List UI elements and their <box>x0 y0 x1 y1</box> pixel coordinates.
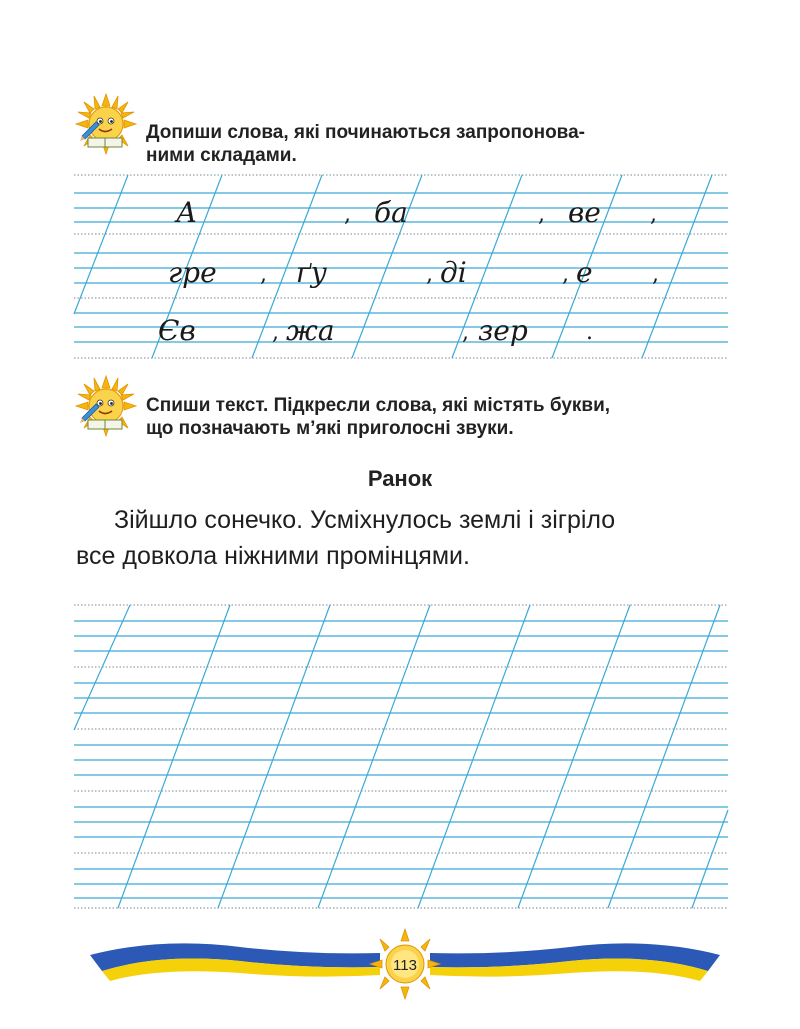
sunflower-pencil-icon <box>74 374 138 438</box>
text-body <box>76 502 736 574</box>
task2-instruction <box>146 394 610 440</box>
cursive-comma: , <box>426 262 433 287</box>
cursive-word: ґу <box>296 256 328 289</box>
cursive-comma: , <box>272 320 279 345</box>
cursive-word: ве <box>568 196 601 229</box>
cursive-word: ді <box>440 256 467 289</box>
cursive-comma: , <box>650 202 657 227</box>
text-line1: Зійшло сонечко. Усміхнулось землі і зігріло <box>114 506 616 534</box>
cursive-word: жа <box>286 314 335 347</box>
cursive-word: гре <box>168 256 217 289</box>
task1-line1: Допиши слова, які починаються запропонова- <box>146 122 585 143</box>
cursive-comma: , <box>462 320 469 345</box>
cursive-comma: , <box>538 202 545 227</box>
cursive-comma: , <box>344 202 351 227</box>
cursive-period: . <box>586 320 593 345</box>
task2-line1: Спиши текст. Підкресли слова, які містять букви, <box>146 395 611 416</box>
task2-line2: що позначають м’які приголосні звуки. <box>146 418 514 439</box>
cursive-comma: , <box>562 262 569 287</box>
task1-line2: ними складами. <box>146 145 297 166</box>
handwriting-row-2 <box>168 256 659 289</box>
handwriting-grid-2 <box>0 590 800 920</box>
cursive-comma: , <box>652 262 659 287</box>
text-line2: все довкола ніжними промінцями. <box>76 542 470 570</box>
page-number: 113 <box>393 957 417 974</box>
handwriting-grid-1 <box>0 0 800 370</box>
cursive-word: ба <box>374 196 408 229</box>
handwriting-row-1 <box>174 196 657 229</box>
cursive-word: Єв <box>158 314 196 347</box>
cursive-comma: , <box>260 262 267 287</box>
footer-ribbon <box>90 925 720 1005</box>
cursive-word: е <box>576 256 593 289</box>
text-title: Ранок <box>367 466 433 491</box>
cursive-word: А <box>176 196 198 229</box>
cursive-word: зер <box>478 314 528 347</box>
